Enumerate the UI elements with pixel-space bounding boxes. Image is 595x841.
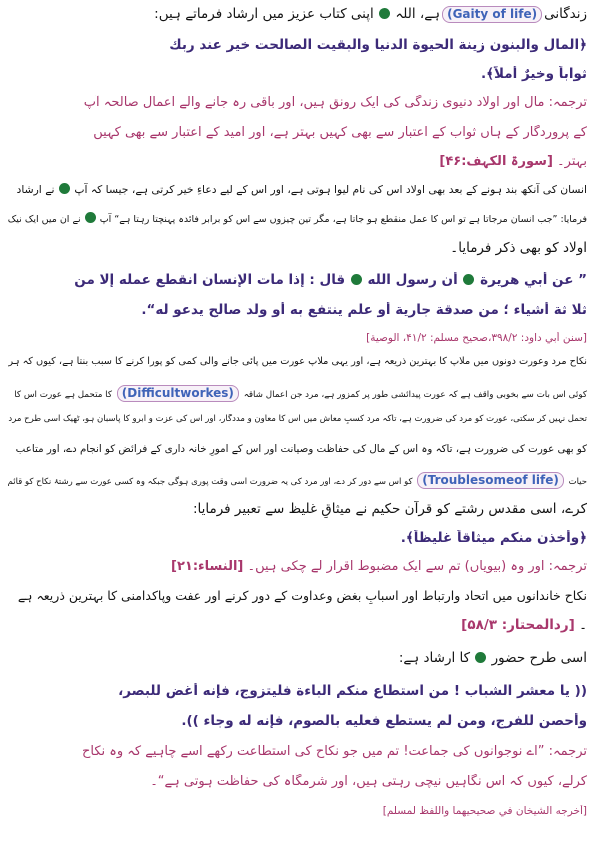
text-line (366, 332, 587, 345)
text-segment: [سنن أبي داود: ۳۹۸/۲،صحيح مسلم: ۴۱/۲، الوصية] (366, 332, 587, 344)
salawat-symbol-icon (379, 8, 390, 19)
text-segment: ہے، اللہ (391, 6, 441, 22)
text-segment: کے پروردگار کے ہاں ثواب کے اعتبار سے بھی کہیں بہتر ہے، اور امید کے اعتبار سے بھی کہیں (93, 125, 587, 140)
text-segment: فرمایا: ”جب انسان مرجاتا ہے تو اس کا عمل منقطع ہو جاتا ہے، مگر تین چیزوں سے اس کو برابر فائدہ پہنچتا رہتا ہے“ آپ (96, 214, 587, 225)
text-segment: ترجمہ: اور وہ (بیویاں) تم سے ایک مضبوط اقرار لے چکی ہیں۔ (243, 559, 587, 574)
text-segment: ثواباً وخيرٌ أملاً﴾. (480, 66, 587, 82)
text-line (84, 95, 587, 111)
text-line (481, 66, 587, 83)
text-segment: کرلے، کیوں کہ اس نگاہیں نیچی رہتی ہیں، اور شرمگاہ کی حفاظت ہوتی ہے“۔ (150, 774, 587, 789)
text-line (14, 385, 587, 402)
text-segment: وأحصن للفرج، ومن لم يستطع فعليه بالصوم، فإنه له وجاء )). (181, 713, 587, 729)
text-segment: کو بھی عورت کی ضرورت ہے، تاکہ وہ اس کے مال کی حفاظت وصیانت اور اس کے امورِ خانہ داری کے فرائض کو انجام دے، اور متاعب (15, 443, 587, 455)
text-segment: [أخرجه الشيخان في صحيحيهما واللفظ لمسلم] (382, 805, 587, 817)
english-term-badge: (Gaity of life) (442, 6, 542, 23)
text-line (401, 530, 587, 547)
text-segment: نکاح خاندانوں میں اتحاد وارتباط اور اسبابِ بغض وعداوت کے دور کرنے اور عفت وپاکدامنی کا بہترین ذریعہ ہے (17, 588, 587, 603)
text-segment: نے ان میں ایک نیک (7, 214, 84, 225)
text-segment: ترجمہ: ”اے نوجوانوں کی جماعت! تم میں جو نکاح کی استطاعت رکھے اسے چاہیے کہ وہ نکاح (81, 744, 587, 759)
text-segment: قال : إذا مات الإنسان انقطع عمله إلا من (74, 272, 350, 288)
text-segment: کا متحمل ہے عورت اس کا (14, 390, 115, 400)
radiyallahu-symbol-icon (463, 274, 474, 285)
text-line (171, 559, 587, 575)
salawat-symbol-icon (85, 212, 96, 223)
text-line (74, 272, 587, 289)
text-line (399, 650, 587, 667)
text-line (82, 744, 587, 760)
salawat-symbol-icon (475, 652, 486, 663)
text-segment: اولاد کو بھی ذکر فرمایا۔ (450, 240, 587, 256)
text-segment: بہتر۔ (552, 154, 587, 169)
text-line (439, 154, 587, 170)
text-segment: زندگانی (544, 6, 587, 22)
text-line (8, 414, 587, 425)
text-segment: نکاح مرد وعورت دونوں میں ملاپ کا بہترین ذریعہ ہے، اور یہی ملاپ عورت میں پائی جانے والی کمی کو پورا کرنے کا سبب بنتا ہے، کیوں کہ ہر (8, 356, 587, 367)
text-segment: ﴿المال والبنون زينة الحيوة الدنيا والبقيت الصالحت خير عند ربك (169, 37, 587, 53)
text-segment: تحمل نہیں کر سکتی، عورت کو مرد کی ضرورت ہے، تاکہ مرد کسبِ معاش میں اس کا معاون و مددگار، اور اس کی عزت و آبرو کا پاسبان ہو، ٹھیک اسی طرح مرد (8, 414, 587, 424)
salawat-symbol-icon (351, 274, 362, 285)
text-segment: نے ارشاد (16, 183, 58, 196)
salawat-symbol-icon (59, 183, 70, 194)
text-segment: کو اس سے دور کر دے، اور مرد کی یہ ضرورت اسی وقت پوری ہوگی جبکہ وہ کسی عورت سے رشتۂ نکاح کو قائم (7, 477, 416, 487)
text-line (17, 183, 587, 196)
citation-reference: [النساء:۲۱] (170, 559, 244, 574)
text-line (383, 805, 587, 818)
text-line (118, 683, 587, 700)
citation-reference: [سورۃ الکہف:۴۶] (439, 154, 553, 169)
text-segment: اسی طرح حضور (487, 650, 587, 666)
english-term-badge: (Troublesomeof life) (417, 472, 564, 489)
text-line (18, 588, 587, 604)
text-line (461, 617, 587, 634)
text-segment: انسان کی آنکھ بند ہونے کے بعد بھی اولاد اس کی نام لیوا ہوتی ہے، اور اس کے لیے دعاءِ خیر کرتی ہے، جیسا کہ آپ (70, 183, 587, 196)
text-segment: حیات (565, 477, 587, 487)
text-line (150, 774, 587, 790)
text-segment: اپنی کتاب عزیز میں ارشاد فرماتے ہیں: (154, 6, 379, 22)
text-segment: کرے، اسی مقدس رشتے کو قرآن حکیم نے میثاقِ غلیظ سے تعبیر فرمایا: (192, 501, 587, 517)
text-line (450, 240, 587, 257)
text-segment: ۔ (574, 617, 587, 633)
text-line (181, 713, 587, 730)
text-line (93, 125, 587, 141)
text-line (8, 212, 587, 226)
text-segment: ﴿وأخذن منكم ميثاقاً غليظاً﴾. (400, 530, 587, 546)
text-segment: کوئی اس بات سے بخوبی واقف ہے کہ عورت پیدائشی طور پر کمزور ہے، مرد جن اعمال شاقہ (240, 390, 587, 400)
text-segment: کا ارشاد ہے: (398, 650, 475, 666)
text-segment: أن رسول الله (362, 272, 463, 288)
text-line (169, 37, 587, 54)
text-line (8, 356, 587, 368)
text-segment: ترجمہ: مال اور اولاد دنیوی زندگی کی ایک رونق ہیں، اور باقی رہ جانے والے اعمال صالحہ آپ (83, 95, 587, 110)
text-line (154, 6, 587, 23)
text-segment: ثلا ثة أشياء ؛ من صدقة جارية أو علم ينتفع به أو ولد صالح يدعو له“. (141, 302, 587, 318)
citation-reference: [ردالمحتار: ۵۸/۳] (461, 617, 575, 633)
text-line (16, 443, 587, 456)
text-line (193, 501, 587, 518)
text-line (141, 302, 587, 319)
text-segment: ” عن أبي هريرة (475, 272, 587, 288)
english-term-badge: (Difficultworkes) (117, 385, 239, 402)
text-line (8, 472, 587, 489)
text-segment: (( يا معشر الشباب ! من استطاع منكم الباءة فليتزوج، فإنه أغض للبصر، (118, 683, 587, 699)
